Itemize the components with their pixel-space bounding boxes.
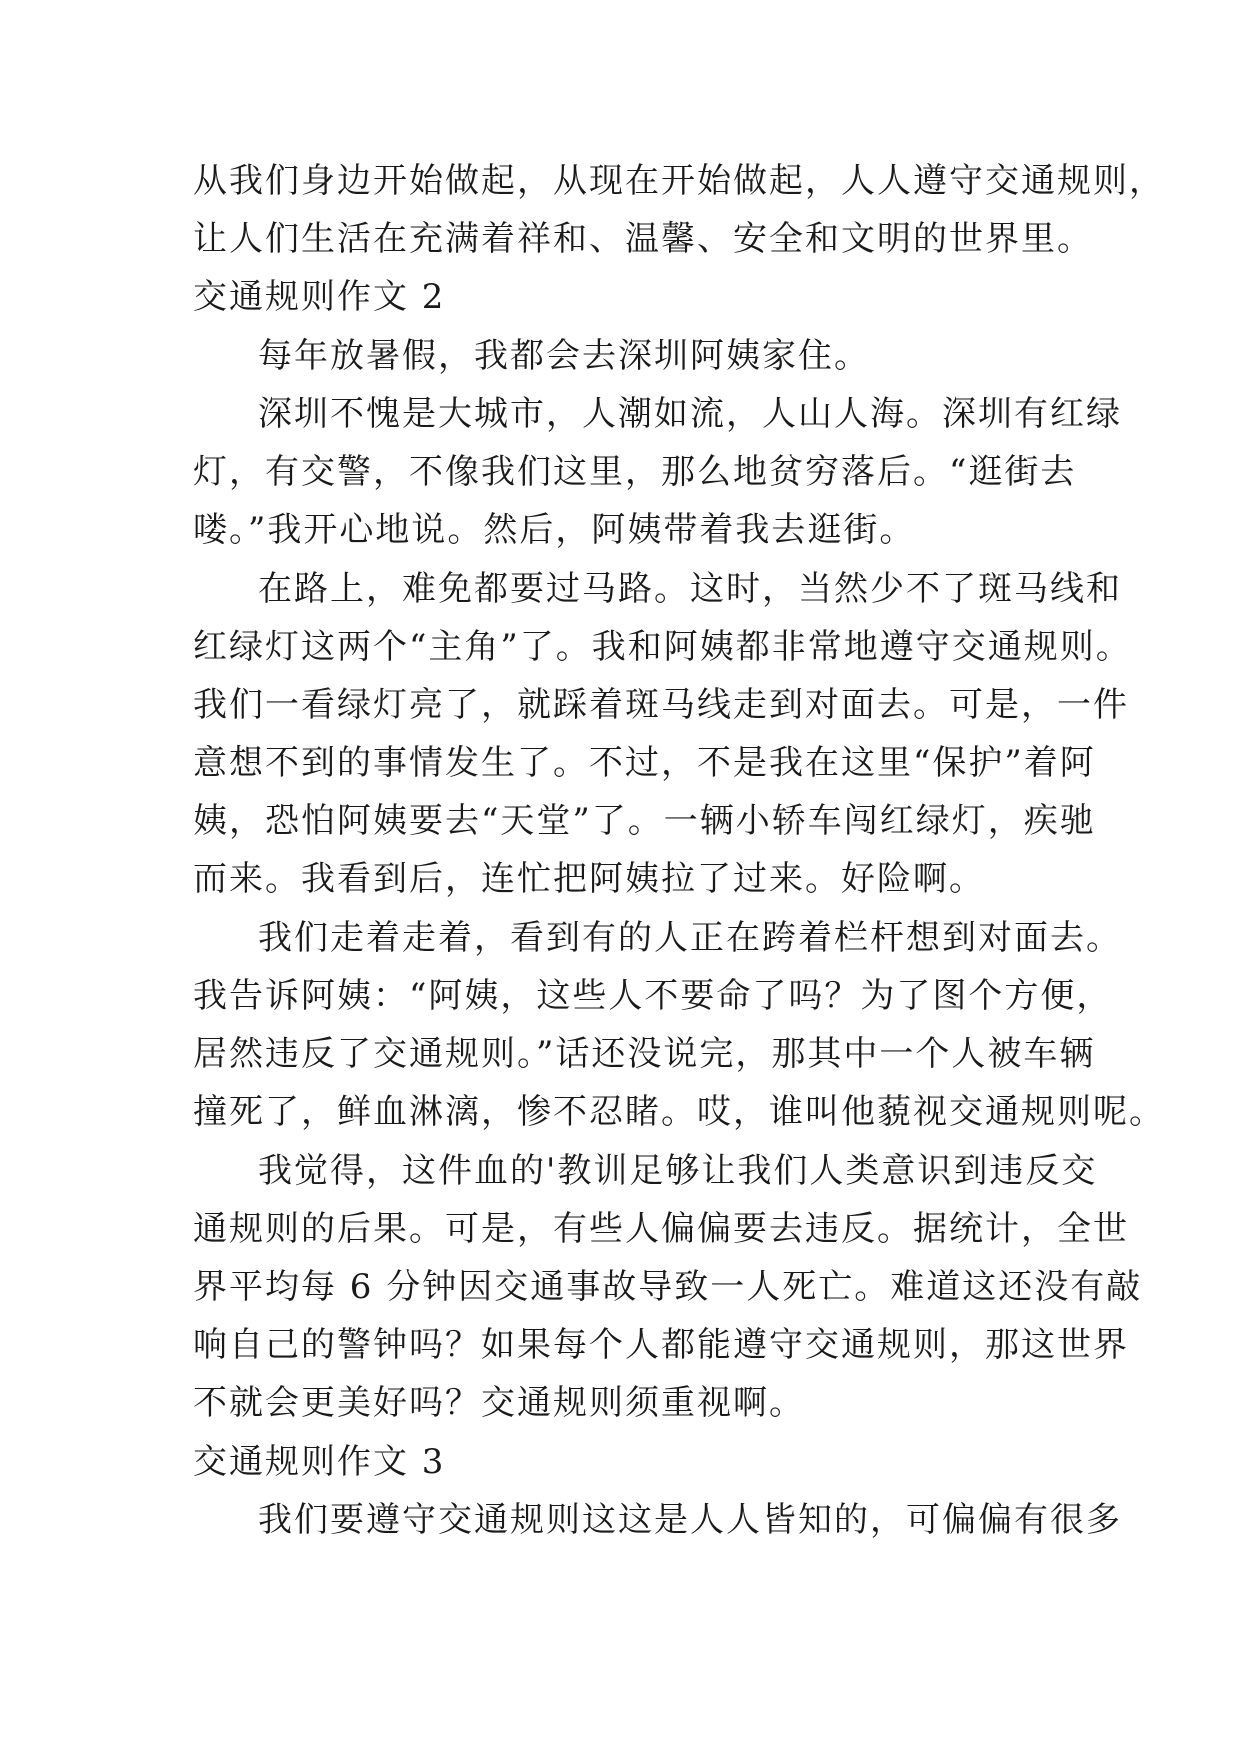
- paragraph-start: 每年放暑假，我都会去深圳阿姨家住。: [258, 336, 870, 376]
- text-line: 而来。我看到后，连忙把阿姨拉了过来。好险啊。: [193, 859, 985, 899]
- text-line: 响自己的警钟吗？如果每个人都能遵守交通规则，那这世界: [193, 1325, 1129, 1365]
- text-line: 喽。”我开心地说。然后，阿姨带着我去逛街。: [193, 510, 916, 550]
- text-line: 姨，恐怕阿姨要去“天堂”了。一辆小轿车闯红绿灯，疾驰: [193, 801, 1096, 841]
- text-line: 灯，有交警，不像我们这里，那么地贫穷落后。“逛街去: [193, 452, 1077, 492]
- paragraph-start: 我觉得，这件血的'教训足够让我们人类意识到违反交: [258, 1151, 1098, 1191]
- text-line: 从我们身边开始做起，从现在开始做起，人人遵守交通规则，: [193, 161, 1165, 201]
- text-line: 通规则的后果。可是，有些人偏偏要去违反。据统计，全世: [193, 1209, 1129, 1249]
- paragraph-start: 我们要遵守交通规则这这是人人皆知的，可偏偏有很多: [258, 1500, 1122, 1540]
- text-line: 撞死了，鲜血淋漓，惨不忍睹。哎，谁叫他藐视交通规则呢。: [193, 1092, 1165, 1132]
- section-heading: 交通规则作文 2: [193, 277, 446, 317]
- paragraph-start: 我们走着走着，看到有的人正在跨着栏杆想到对面去。: [258, 918, 1122, 958]
- paragraph-start: 在路上，难免都要过马路。这时，当然少不了斑马线和: [258, 569, 1122, 609]
- text-line: 界平均每 6 分钟因交通事故导致一人死亡。难道这还没有敲: [193, 1267, 1143, 1307]
- text-line: 红绿灯这两个“主角”了。我和阿姨都非常地遵守交通规则。: [193, 627, 1132, 667]
- text-line: 不就会更美好吗？交通规则须重视啊。: [193, 1383, 805, 1423]
- paragraph-start: 深圳不愧是大城市，人潮如流，人山人海。深圳有红绿: [258, 394, 1122, 434]
- text-line: 让人们生活在充满着祥和、温馨、安全和文明的世界里。: [193, 219, 1093, 259]
- text-line: 居然违反了交通规则。”话还没说完，那其中一个人被车辆: [193, 1034, 1096, 1074]
- text-line: 我告诉阿姨：“阿姨，这些人不要命了吗？为了图个方便，: [193, 976, 1113, 1016]
- text-line: 我们一看绿灯亮了，就踩着斑马线走到对面去。可是，一件: [193, 685, 1129, 725]
- text-line: 意想不到的事情发生了。不过，不是我在这里“保护”着阿: [193, 743, 1096, 783]
- section-heading: 交通规则作文 3: [193, 1442, 446, 1482]
